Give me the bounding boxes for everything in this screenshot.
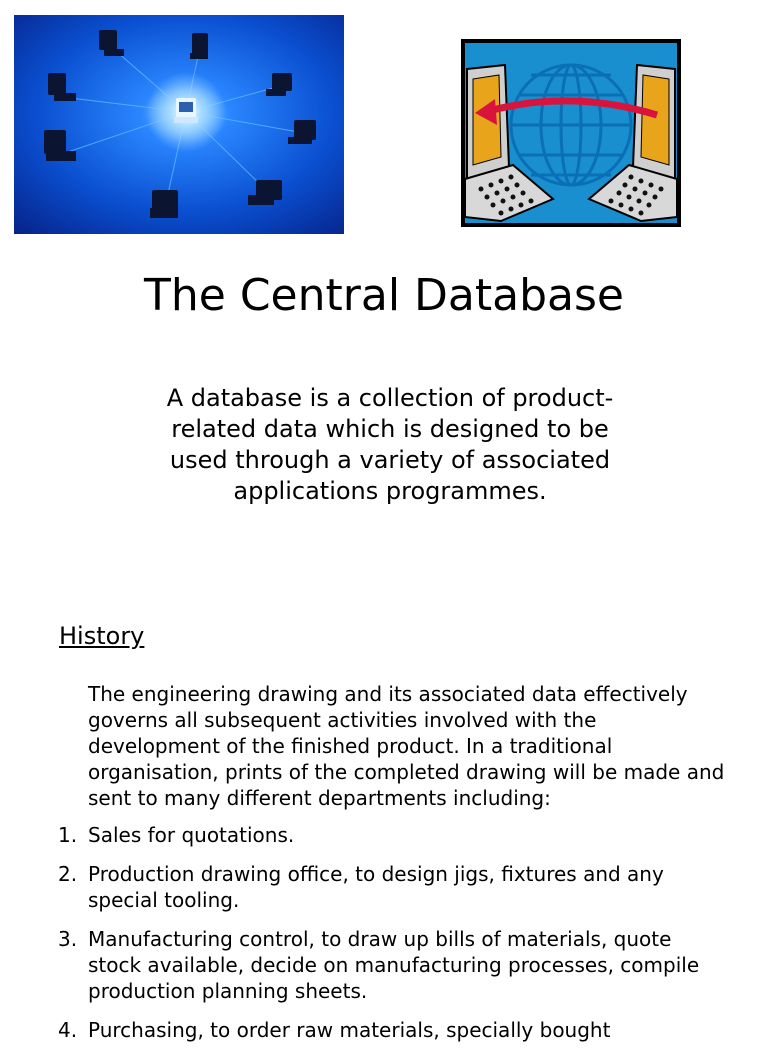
list-item-text: Sales for quotations. bbox=[88, 823, 295, 847]
list-item-text: Purchasing, to order raw materials, specially bought bbox=[88, 1018, 611, 1042]
list-item-number: 4. bbox=[58, 1018, 78, 1042]
network-illustration bbox=[14, 15, 344, 234]
globe-computers-illustration bbox=[461, 39, 681, 227]
list-item bbox=[0, 861, 728, 913]
list-item-number: 3. bbox=[58, 927, 78, 951]
list-item bbox=[0, 926, 728, 1004]
page-title: The Central Database bbox=[144, 270, 624, 321]
list-item bbox=[0, 1017, 728, 1043]
list-item bbox=[0, 822, 728, 848]
department-list bbox=[0, 822, 768, 1056]
history-paragraph: The engineering drawing and its associated data effectively governs all subsequent activities involved with the development of the finished product. In a traditional organisation, prints of the completed drawing will be made and sent to many different departments including: bbox=[88, 682, 725, 810]
list-item-text: Production drawing office, to design jigs, fixtures and any special tooling. bbox=[88, 862, 664, 912]
list-item-text: Manufacturing control, to draw up bills of materials, quote stock available, decide on manufacturing processes, compile production planning sheets. bbox=[88, 927, 700, 1003]
list-item-number: 2. bbox=[58, 862, 78, 886]
list-item-number: 1. bbox=[58, 823, 78, 847]
intro-paragraph: A database is a collection of product-related data which is designed to be used through a variety of associated applications programmes. bbox=[166, 384, 614, 505]
history-heading: History bbox=[59, 622, 145, 650]
